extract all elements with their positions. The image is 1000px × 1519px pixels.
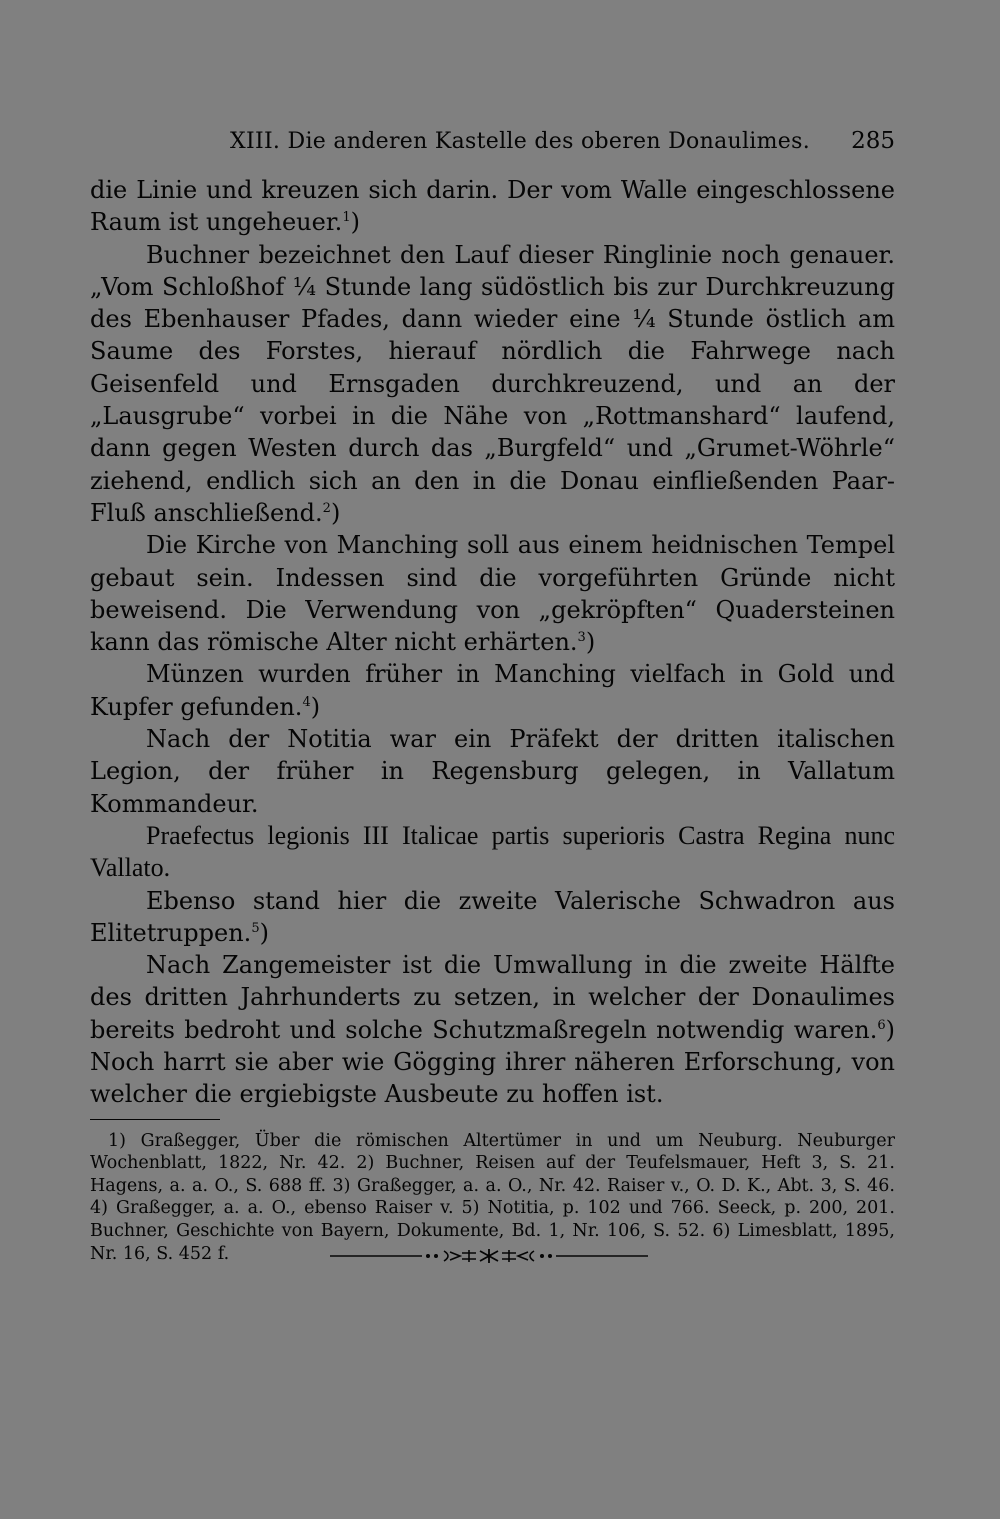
- footnote-block: 1) Graßegger, Über die römischen Altertümer in und um Neuburg. Neuburger Wochenblatt, 1822, Nr. 42. 2) Buchner, Reisen auf der Teufelsmauer, Heft 3, S. 21. Hagens, a. a. O., S. 688 ff. 3) Graßegger, a. a. O., Nr. 42. Raiser v., O. D. K., Abt. 3, S. 46. 4) Graßegger, a. a. O., ebenso Raiser v. 5) Notitia, p. 102 und 766. Seeck, p. 200, 201. Buchner, Geschichte von Bayern, Dokumente, Bd. 1, Nr. 106, S. 52. 6) Limesblatt, 1895, Nr. 16, S. 452 f.: [90, 1130, 895, 1264]
- footnote-ref[interactable]: 5: [251, 920, 260, 936]
- paragraph: die Linie und kreuzen sich darin. Der vom Walle eingeschlossene Raum ist ungeheuer.$^1$): [90, 176, 895, 237]
- paragraph: Ebenso stand hier die zweite Valerische Schwadron aus Elitetruppen.$^5$): [90, 886, 895, 947]
- paragraph: Die Kirche von Manching soll aus einem heidnischen Tempel gebaut sein. Indessen sind die vorgeführten Gründe nicht beweisend. Die Verwendung von „gekröpften“ Quadersteinen kann das römische Alter nicht erhärten.$^3$): [90, 531, 895, 657]
- footnote-ref[interactable]: 4: [302, 694, 311, 710]
- paragraph: Nach der Notitia war ein Präfekt der dritten italischen Legion, der früher in Regensburg gelegen, in Vallatum Kommandeur.: [90, 725, 895, 818]
- page-number: 285: [851, 128, 895, 154]
- footnote-ref[interactable]: 2: [322, 500, 331, 516]
- paragraph: Münzen wurden früher in Manching vielfach in Gold und Kupfer gefunden.$^4$): [90, 660, 895, 721]
- footnote-ref[interactable]: 3: [577, 630, 586, 646]
- book-page: [90, 128, 895, 1265]
- ornament-divider-icon: [330, 1248, 648, 1264]
- paragraph: Buchner bezeichnet den Lauf dieser Ringlinie noch genauer. „Vom Schloßhof ¼ Stunde lang südöstlich bis zur Durchkreuzung des Ebenhauser Pfades, dann wieder eine ¼ Stunde östlich am Saume des Forstes, hierauf nördlich die Fahrwege nach Geisenfeld und Ernsgaden durchkreuzend, und an der „Lausgrube“ vorbei in die Nähe von „Rottmanshard“ laufend, dann gegen Westen durch das „Burgfeld“ und „Grumet-Wöhrle“ ziehend, endlich sich an den in die Donau einfließenden Paar-Fluß anschließend.$^2$): [90, 240, 895, 527]
- latin-quotation: Praefectus legionis III Italicae partis superioris Castra Regina nunc Vallato.: [90, 820, 895, 883]
- footnote-ref[interactable]: 1: [342, 210, 351, 226]
- footnote-ref[interactable]: 6: [877, 1017, 886, 1033]
- chapter-title: XIII. Die anderen Kastelle des oberen Donaulimes.: [230, 129, 810, 154]
- footnotes: [90, 1130, 895, 1266]
- running-header: [90, 128, 895, 174]
- paragraph: Nach Zangemeister ist die Umwallung in die zweite Hälfte des dritten Jahrhunderts zu setzen, in welcher der Donaulimes bereits bedroht und solche Schutzmaßregeln notwendig waren.$^6$) Noch harrt sie aber wie Gögging ihrer näheren Erforschung, von welcher die ergiebigste Ausbeute zu hoffen ist.: [90, 951, 895, 1109]
- footnote-separator: [90, 1119, 220, 1120]
- body-text: [90, 174, 895, 1111]
